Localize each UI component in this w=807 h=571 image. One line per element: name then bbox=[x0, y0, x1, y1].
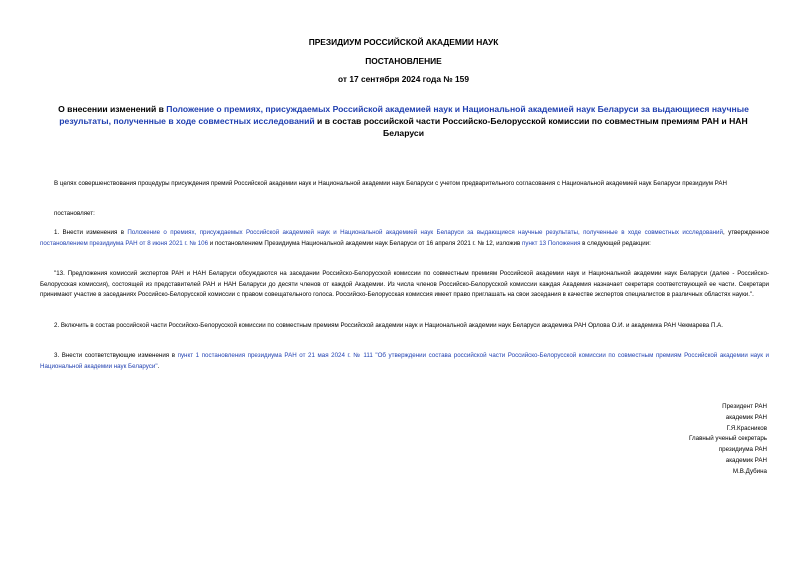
signature-line-academician-2: академик РАН bbox=[725, 456, 767, 464]
item-1-link-point-13[interactable]: пункт 13 bbox=[522, 239, 547, 247]
item-3-text-2: . bbox=[157, 362, 160, 370]
item-1-text-1: 1. Внести изменения в bbox=[54, 229, 128, 236]
item-3-link-resolution-111[interactable]: пункт 1 постановления президиума РАН от 21 мая 2024 г. № 111 "Об утверждении состава российской части Российско-Белорусской комиссии по совместным премиям Российской академии наук и Национальной академии наук Беларуси" bbox=[40, 352, 769, 370]
title-text-2: и в состав российской части Российско-Белорусской комиссии по совместным премиям РАН и НАН Беларуси bbox=[314, 116, 748, 138]
intro-paragraph: В целях совершенствования процедуры присуждения премий Российской академии наук и Национальной академии наук Беларуси с учетом предварительного согласования с Национальной академией наук Беларуси президиум РАН bbox=[54, 180, 727, 187]
document-date-number: от 17 сентября 2024 года № 159 bbox=[337, 74, 469, 84]
document-type-heading: ПОСТАНОВЛЕНИЕ bbox=[365, 56, 442, 66]
signature-line-academician-1: академик РАН bbox=[725, 413, 767, 421]
item-2-paragraph: 2. Включить в состав российской части Российско-Белорусской комиссии по совместным премиям Российской академии наук и Национальной академии наук Беларуси академика РАН Орлова О.И. и академика РАН Чекмарева П.А. bbox=[54, 322, 723, 329]
item-13-paragraph: "13. Предложения комиссий экспертов РАН и НАН Беларуси обсуждаются на заседании Российско-Белорусской комиссии по совместным премиям Российской академии наук и Национальной академии наук Беларуси (далее - Российско-Белорусская комиссия), состоящей из представителей РАН и НАН Беларуси до десяти членов от каждой Академии. Из числа членов Российско-Белорусской комиссии каждая Академия назначает секретаря соответствующей ее части. Секретари принимают участие в заседаниях Российско-Белорусской комиссии с правом совещательного голоса. Российско-Белорусская комиссия имеет право приглашать на свои заседания в качестве экспертов специалистов в различных областях науки.". bbox=[40, 270, 769, 298]
item-1-paragraph bbox=[40, 228, 769, 249]
signature-line-presidium: президиума РАН bbox=[718, 446, 767, 454]
signature-line-krasnikov: Г.Я.Красников bbox=[726, 424, 767, 432]
item-3-paragraph bbox=[40, 351, 769, 372]
item-1-text-5: в следующей редакции: bbox=[580, 239, 651, 247]
signature-line-dubina: М.В.Дубина bbox=[732, 467, 767, 475]
item-1-link-regulation[interactable]: Положение о премиях, присуждаемых Российской академией наук и Национальной академией наук Беларуси за выдающиеся научные результаты, полученные в ходе совместных исследований bbox=[127, 229, 723, 236]
item-1-text-2: , утвержденное bbox=[722, 229, 770, 236]
document-title bbox=[40, 103, 767, 139]
signature-line-president: Президент РАН bbox=[722, 403, 767, 410]
item-3-text-1: 3. Внести соответствующие изменения в bbox=[54, 352, 178, 359]
resolves-paragraph: постановляет: bbox=[54, 210, 95, 217]
title-text-1: О внесении изменений в bbox=[58, 104, 167, 114]
item-1-text-3: и постановлением Президиума Национальной академии наук Беларуси от 16 апреля 2021 г. № 12, изложив bbox=[208, 239, 523, 247]
title-link-regulation[interactable]: Положение о премиях, присуждаемых Российской академией наук и Национальной академией наук Беларуси за выдающиеся научные результаты, полученные в ходе совместных исследований bbox=[59, 104, 749, 126]
item-1-link-regulation-short[interactable]: Положения bbox=[547, 239, 581, 247]
item-1-link-resolution-106[interactable]: постановлением президиума РАН от 8 июня 2021 г. № 106 bbox=[40, 239, 209, 247]
organization-heading: ПРЕЗИДИУМ РОССИЙСКОЙ АКАДЕМИИ НАУК bbox=[308, 37, 499, 47]
signature-block bbox=[689, 402, 767, 478]
signature-line-chief-secretary: Главный ученый секретарь bbox=[689, 435, 767, 443]
